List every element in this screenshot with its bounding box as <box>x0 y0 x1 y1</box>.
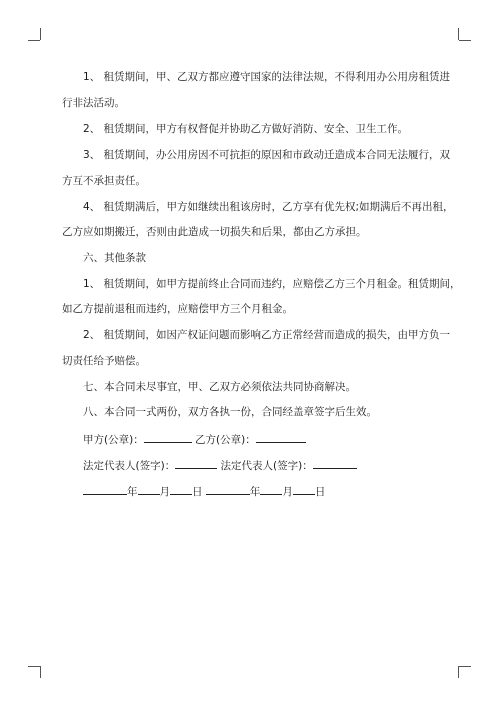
party-b-rep-field[interactable] <box>313 457 357 469</box>
crop-mark-top-left-h <box>28 40 40 41</box>
date-line <box>62 483 442 500</box>
crop-mark-bottom-right-v <box>458 666 459 678</box>
day-label: 日 <box>192 486 203 498</box>
date-b-year-field[interactable] <box>206 483 250 495</box>
clause-line: 切责任给予赔偿。 <box>62 355 146 367</box>
clause-1 <box>62 70 451 85</box>
date-a-day-field[interactable] <box>170 483 192 495</box>
clause-4 <box>62 200 454 215</box>
date-b-day-field[interactable] <box>293 483 315 495</box>
crop-mark-bottom-left-v <box>40 666 41 678</box>
clause-line: 2、 租赁期间，甲方有权督促并协助乙方做好消防、安全、卫生工作。 <box>83 123 409 135</box>
party-a-seal-label: 甲方(公章)： <box>83 434 144 446</box>
rep-sign-row <box>62 457 442 474</box>
party-a-rep-field[interactable] <box>175 457 217 469</box>
clause-3 <box>62 148 451 163</box>
section-heading: 六、其他条款 <box>83 252 146 264</box>
year-label: 年 <box>127 486 138 498</box>
clause-line: 七、本合同未尽事宜，甲、乙双方必须依法共同协商解决。 <box>83 381 356 393</box>
section-heading-other-terms <box>62 251 442 266</box>
date-b-month-field[interactable] <box>260 483 282 495</box>
crop-mark-bottom-right-h <box>459 666 471 667</box>
other-clause-2-cont <box>62 354 442 369</box>
party-seal-line <box>62 431 442 448</box>
clause-line: 行非法活动。 <box>62 97 125 109</box>
party-seal-row <box>62 431 442 448</box>
clause-line: 4、 租赁期满后，甲方如继续出租该房时，乙方享有优先权;如期满后不再出租， <box>83 201 454 213</box>
clause-3-cont <box>62 174 442 189</box>
crop-mark-top-right-h <box>459 40 471 41</box>
date-a-year-field[interactable] <box>83 483 127 495</box>
party-a-rep-label: 法定代表人(签字)： <box>83 460 176 472</box>
party-a-seal-field[interactable] <box>144 431 192 443</box>
clause-line: 2、 租赁期间，如因产权证问题而影响乙方正常经营而造成的损失，由甲方负一 <box>83 329 451 341</box>
clause-line: 如乙方提前退租而违约，应赔偿甲方三个月租金。 <box>62 303 293 315</box>
other-clause-1 <box>62 277 461 292</box>
month-label: 月 <box>282 486 293 498</box>
clause-line: 3、 租赁期间，办公用房因不可抗拒的原因和市政动迁造成本合同无法履行，双 <box>83 149 451 161</box>
clause-line: 方互不承担责任。 <box>62 175 146 187</box>
month-label: 月 <box>159 486 170 498</box>
clause-2 <box>62 122 442 137</box>
party-b-seal-field[interactable] <box>256 431 306 443</box>
crop-mark-top-left-v <box>40 28 41 40</box>
clause-line: 八、本合同一式两份，双方各执一份，合同经盖章签字后生效。 <box>83 406 377 418</box>
other-clause-1-cont <box>62 302 442 317</box>
rep-sign-line <box>62 457 442 474</box>
party-b-rep-label: 法定代表人(签字)： <box>220 460 313 472</box>
clause-1-cont <box>62 96 442 111</box>
party-b-seal-label: 乙方(公章)： <box>195 434 256 446</box>
date-row <box>62 483 442 500</box>
day-label: 日 <box>314 486 326 498</box>
clause-line: 乙方应如期搬迁，否则由此造成一切损失和后果，都由乙方承担。 <box>62 226 367 238</box>
clause-seven <box>62 380 442 395</box>
clause-line: 1、 租赁期间，甲、乙双方都应遵守国家的法律法规，不得利用办公用房租赁进 <box>83 71 451 83</box>
clause-eight <box>62 405 442 420</box>
crop-mark-bottom-left-h <box>28 666 40 667</box>
clause-line: 1、 租赁期间，如甲方提前终止合同而违约，应赔偿乙方三个月租金。租赁期间， <box>83 278 461 290</box>
crop-mark-top-right-v <box>458 28 459 40</box>
clause-4-cont <box>62 225 442 240</box>
other-clause-2 <box>62 328 451 343</box>
date-a-month-field[interactable] <box>138 483 160 495</box>
year-label: 年 <box>249 486 261 498</box>
